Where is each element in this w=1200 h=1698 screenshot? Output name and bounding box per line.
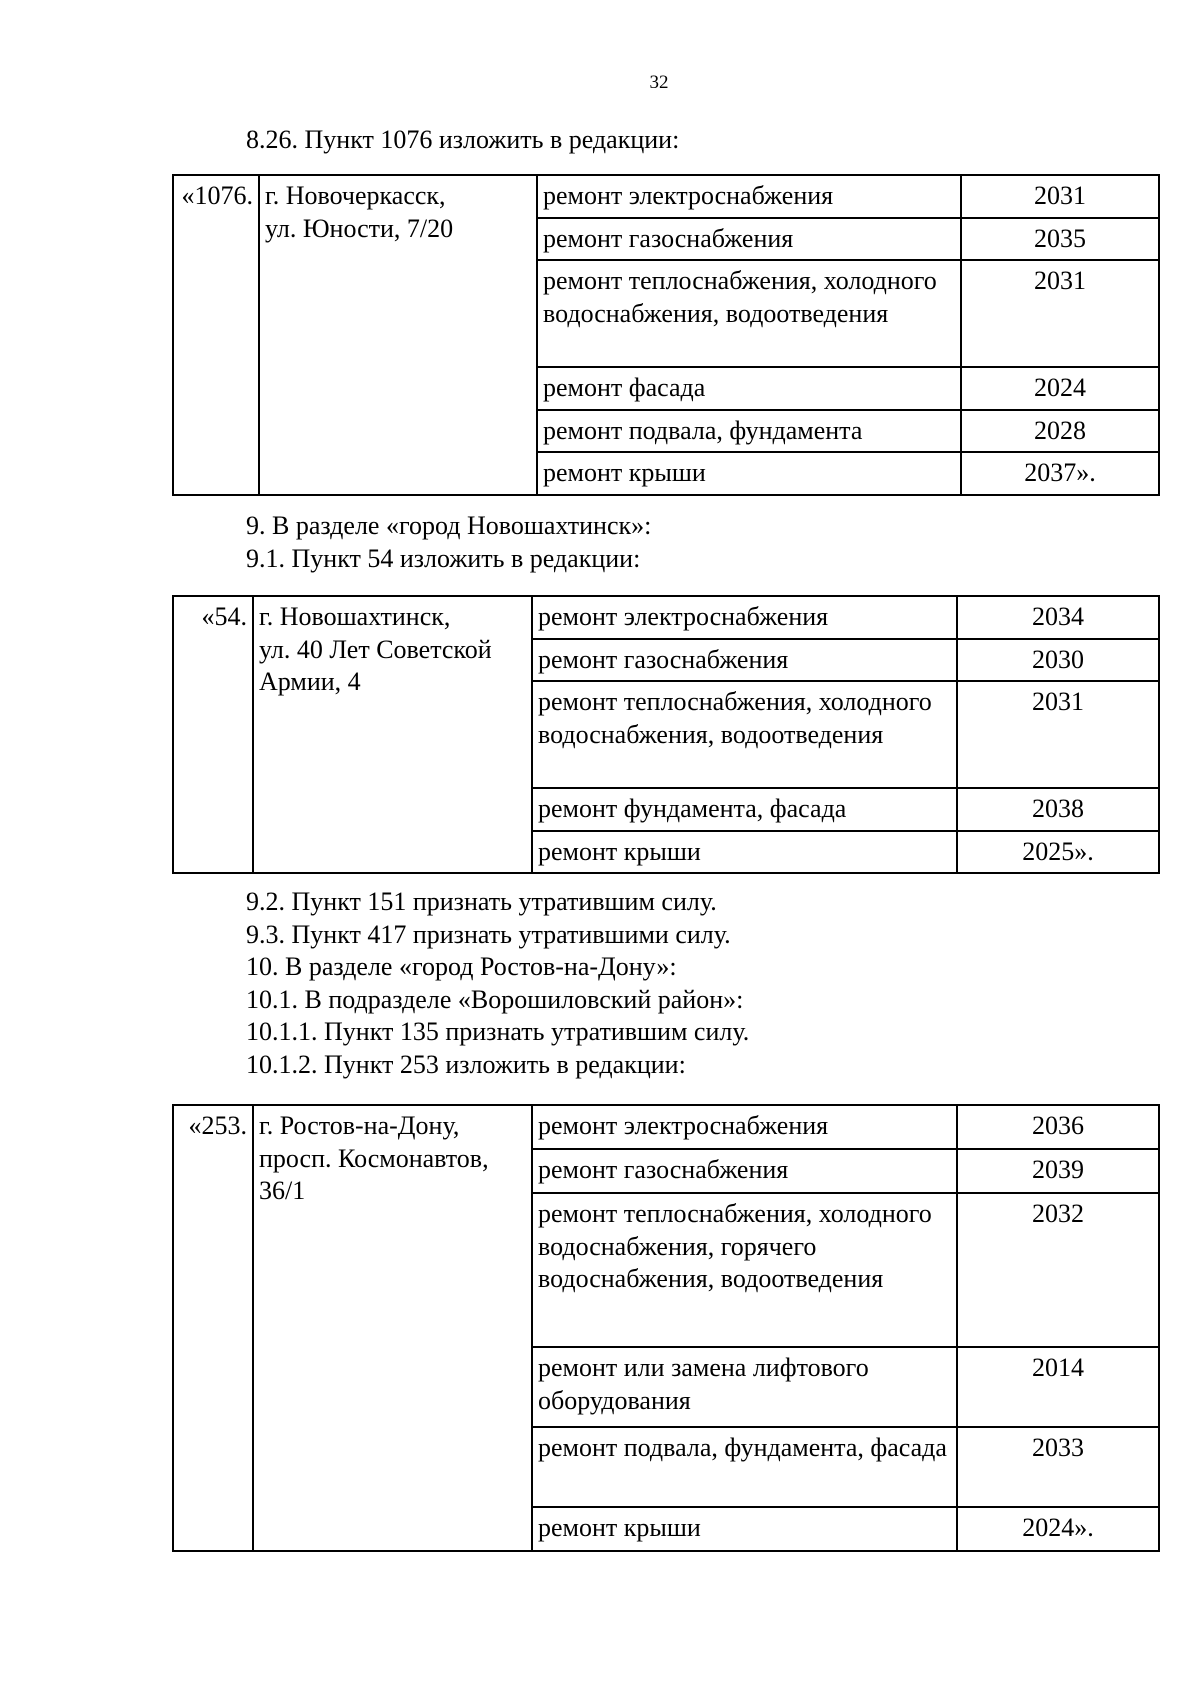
section-9-heading: 9. В разделе «город Новошахтинск»: bbox=[246, 511, 652, 540]
work-year: 2030 bbox=[957, 639, 1159, 682]
work-year: 2031 bbox=[961, 175, 1159, 218]
work-year: 2014 bbox=[957, 1347, 1159, 1427]
item-address: г. Ростов-на-Дону, просп. Космонавтов, 36/1 bbox=[253, 1105, 532, 1551]
section-9-2: 9.2. Пункт 151 признать утратившим силу. bbox=[246, 887, 717, 916]
item-number: «54. bbox=[173, 596, 253, 873]
item-number: «253. bbox=[173, 1105, 253, 1551]
work-year: 2032 bbox=[957, 1193, 1159, 1347]
work-year: 2031 bbox=[957, 681, 1159, 788]
work-year: 2039 bbox=[957, 1149, 1159, 1193]
item-address: г. Новочеркасск, ул. Юности, 7/20 bbox=[259, 175, 537, 495]
work-type: ремонт газоснабжения bbox=[537, 218, 961, 261]
section-9-3: 9.3. Пункт 417 признать утратившими силу. bbox=[246, 919, 731, 949]
amendments-list bbox=[246, 886, 749, 1082]
work-year: 2031 bbox=[961, 260, 1159, 367]
work-type: ремонт теплоснабжения, холодного водоснабжения, водоотведения bbox=[537, 260, 961, 367]
section-10-heading: 10. В разделе «город Ростов-на-Дону»: bbox=[246, 952, 677, 982]
work-type: ремонт теплоснабжения, холодного водоснабжения, водоотведения bbox=[532, 681, 957, 788]
work-type: ремонт фасада bbox=[537, 367, 961, 410]
work-year: 2037». bbox=[961, 452, 1159, 495]
work-type: ремонт электроснабжения bbox=[532, 1105, 957, 1149]
work-year: 2028 bbox=[961, 410, 1159, 453]
work-type: ремонт фундамента, фасада bbox=[532, 788, 957, 831]
page-number: 32 bbox=[649, 72, 669, 93]
section-10-1-1: 10.1.1. Пункт 135 признать утратившим силу. bbox=[246, 1017, 750, 1047]
work-type: ремонт подвала, фундамента bbox=[537, 410, 961, 453]
work-year: 2024 bbox=[961, 367, 1159, 410]
table-row bbox=[173, 1105, 1159, 1149]
section-10-1-2: 10.1.2. Пункт 253 изложить в редакции: bbox=[246, 1049, 686, 1079]
section-9-1-heading: 9.1. Пункт 54 изложить в редакции: bbox=[246, 544, 641, 573]
section-10-1-heading: 10.1. В подразделе «Ворошиловский район»: bbox=[246, 984, 744, 1014]
work-year: 2036 bbox=[957, 1105, 1159, 1149]
work-type: ремонт крыши bbox=[532, 1507, 957, 1551]
work-type: ремонт электроснабжения bbox=[537, 175, 961, 218]
table-item-1076 bbox=[172, 174, 1160, 496]
work-type: ремонт крыши bbox=[532, 831, 957, 874]
work-year: 2034 bbox=[957, 596, 1159, 639]
table-row bbox=[173, 175, 1159, 218]
section-8-26-heading: 8.26. Пункт 1076 изложить в редакции: bbox=[246, 125, 680, 154]
table-item-54 bbox=[172, 595, 1160, 874]
work-type: ремонт крыши bbox=[537, 452, 961, 495]
work-type: ремонт электроснабжения bbox=[532, 596, 957, 639]
work-year: 2038 bbox=[957, 788, 1159, 831]
work-year: 2024». bbox=[957, 1507, 1159, 1551]
item-address: г. Новошахтинск, ул. 40 Лет Советской Армии, 4 bbox=[253, 596, 532, 873]
work-year: 2033 bbox=[957, 1427, 1159, 1507]
table-row bbox=[173, 596, 1159, 639]
work-type: ремонт или замена лифтового оборудования bbox=[532, 1347, 957, 1427]
work-year: 2035 bbox=[961, 218, 1159, 261]
item-number: «1076. bbox=[173, 175, 259, 495]
work-type: ремонт газоснабжения bbox=[532, 1149, 957, 1193]
work-type: ремонт теплоснабжения, холодного водоснабжения, горячего водоснабжения, водоотведения bbox=[532, 1193, 957, 1347]
work-year: 2025». bbox=[957, 831, 1159, 874]
table-item-253 bbox=[172, 1104, 1160, 1552]
work-type: ремонт подвала, фундамента, фасада bbox=[532, 1427, 957, 1507]
work-type: ремонт газоснабжения bbox=[532, 639, 957, 682]
